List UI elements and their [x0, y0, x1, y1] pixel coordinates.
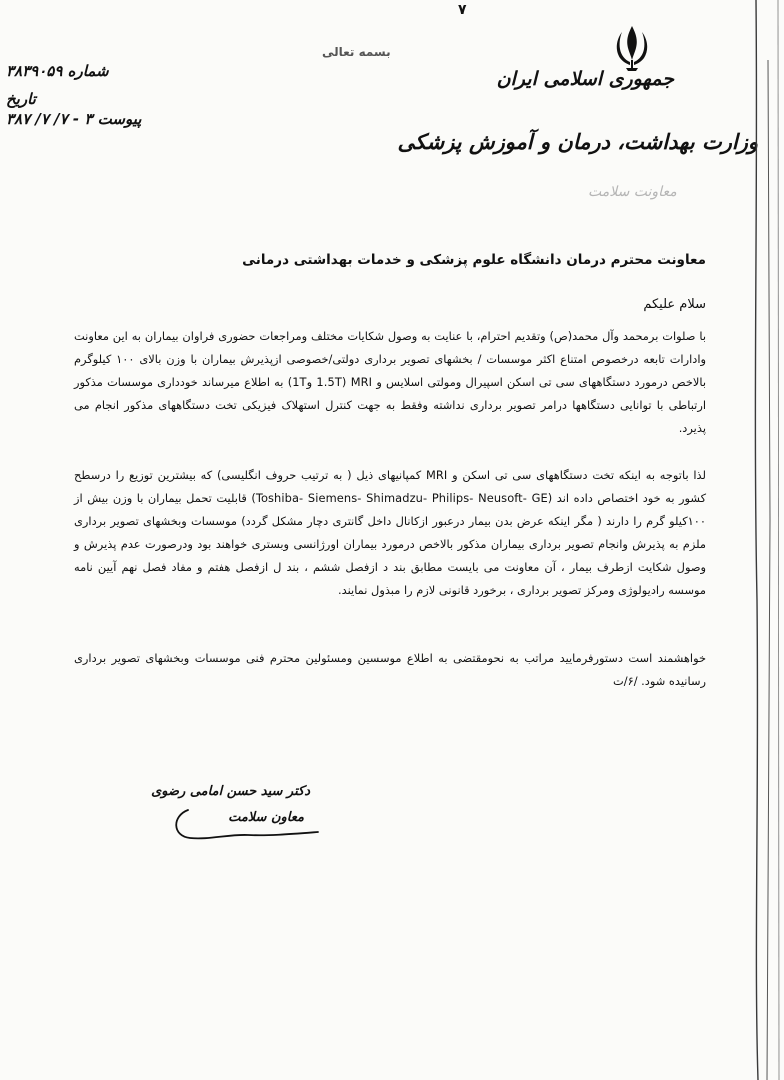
- signatory-title: معاون سلامت: [228, 810, 304, 825]
- deputy-stamp: معاونت سلامت: [588, 184, 677, 200]
- paragraph-complaints: با صلوات برمحمد وآل محمد(ص) وتقدیم احترام، با عنایت به وصول شکایات مختلف ومراجعات حضوری فراوان بیماران به این معاونت وادارات تابعه درخصوص امتناع اکثر موسسات / بخشهای تصویر برداری دولتی/خصوصی ازپذیرش بیماران با وزن بالای ۱۰۰ کیلوگرم بالاخص درمورد دستگاههای سی تی اسکن اسپیرال ومولتی اسلایس و MRI (1.5T و1T) به اطلاع میرساند خودداری موسسات مذکور ارتباطی با توانایی دستگاهها درامر تصویر برداری نداشته وفقط به جهت کنترل استهلاک فیزیکی تخت دستگاههای مذکور انجام می پذیرد.: [74, 329, 707, 435]
- besmele-heading: بسمه تعالی: [322, 45, 391, 59]
- letter-attachment: پیوست ۳ - ۷/ ۷/ ۳۸۷: [6, 110, 142, 128]
- corner-mark: ٧: [458, 2, 467, 18]
- country-name: جمهوری اسلامی ایران: [496, 68, 674, 90]
- paragraph-request: خواهشمند است دستورفرمایید مراتب به نحومقتضی به اطلاع موسسین ومسئولین محترم فنی موسسات وبخشهای تصویر برداری رسانیده شود. /۶/ت: [74, 651, 706, 688]
- letter-date: تاریخ: [6, 90, 36, 108]
- signatory-name: دکتر سید حسن امامی رضوی: [151, 784, 310, 799]
- iran-emblem-icon: [608, 22, 656, 74]
- scan-edge: [750, 0, 784, 1080]
- ministry-name: وزارت بهداشت، درمان و آموزش پزشکی: [397, 130, 758, 154]
- letter-number: شماره ۳۸۳۹۰۵۹: [6, 62, 109, 80]
- paragraph-requirements: لذا باتوجه به اینکه تخت دستگاههای سی تی اسکن و MRI کمپانیهای ذیل ( به ترتیب حروف انگلیسی) که بیشترین توزیع را درسطح کشور به خود اختصاص داده اند (Toshiba- Siemens- Shimadzu- Philips- Neusoft- GE) قابلیت تحمل بیماران با وزن بیش از ۱۰۰کیلو گرم را دارند ( مگر اینکه عرض بدن بیمار درعبور ازکانال داخل گانتری دچار مشکل گردد) موسسات وبخشهای تصویر برداری ملزم به پذیرش وانجام تصویر برداری بیماران مذکور بالاخص درمورد بیماران اورژانسی وبستری خواهند بود ودرصورت عدم پذیرش و وصول شکایت ازطرف بیمار ، آن معاونت می بایست مطابق بند د ازفصل ششم ، بند ل ازفصل هفتم و مفاد فصل نهم آیین نامه موسسه رادیولوژی ومرکز تصویر برداری ، برخورد قانونی لازم را مبذول نمایند.: [74, 468, 706, 597]
- handwritten-signature-stroke: [168, 790, 328, 850]
- greeting: سلام علیکم: [643, 297, 706, 312]
- recipient-line: معاونت محترم درمان دانشگاه علوم پزشکی و خدمات بهداشتی درمانی: [242, 252, 706, 268]
